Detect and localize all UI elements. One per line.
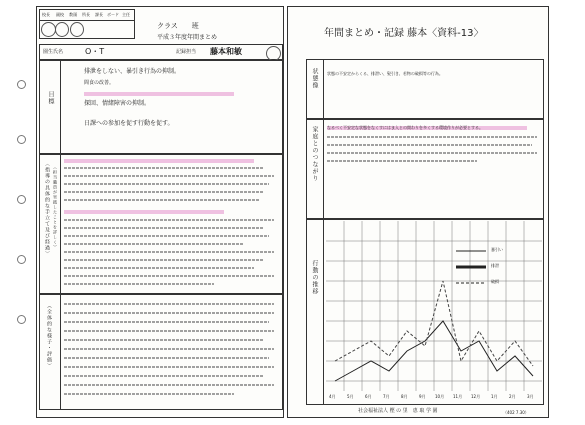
handwritten-line: [64, 375, 264, 377]
handwritten-line: [64, 312, 274, 314]
month-tick: 5月: [347, 394, 354, 399]
goal-label: 目標: [47, 91, 54, 105]
month-tick: 9月: [419, 394, 426, 399]
binder-hole: [17, 135, 26, 144]
staff-hanko: [266, 46, 281, 61]
goal-line: 間食の改善。: [84, 80, 115, 86]
handwritten-line: [327, 152, 537, 154]
behavior-chart-section: [306, 219, 544, 405]
staff-name: 藤本和敏: [210, 47, 242, 56]
handwritten-line: [327, 144, 532, 146]
goal-line: 日課への参加を促す行動を促す。: [84, 120, 174, 127]
class-line: クラス 班: [157, 22, 199, 30]
record-title: 年間まとめ・記録 藤本〈資料-13〉: [324, 28, 484, 39]
handwritten-line: [64, 167, 264, 169]
highlight-marker: [64, 210, 224, 214]
goal-line: 探回、情緒障害の抑制。: [84, 100, 151, 107]
handwritten-line: [64, 275, 274, 277]
handwritten-line: [64, 348, 274, 350]
stamp-label: ボード: [107, 12, 119, 17]
binder-hole: [17, 195, 26, 204]
handwritten-line: [64, 259, 264, 261]
left-page: [36, 6, 284, 418]
page-number: （402 7.30）: [503, 410, 529, 415]
tendency-section: [306, 59, 544, 119]
binder-hole: [17, 80, 26, 89]
tendency-text: 状態の不安定からくる、排泄い、髪引き、若物の破損等の行為。: [327, 71, 443, 76]
student-name: O・T: [85, 47, 105, 56]
handwritten-line: [64, 235, 269, 237]
handwritten-line: [64, 357, 269, 359]
approval-stamp-grid: [39, 9, 135, 39]
summary-section: [39, 294, 283, 410]
stamp-label: 課長: [95, 12, 103, 17]
handwritten-line: [64, 303, 274, 305]
month-tick: 4月: [329, 394, 336, 399]
handwritten-line: [64, 251, 274, 253]
goal-section: [39, 60, 283, 154]
handwritten-line: [64, 191, 264, 193]
hanko-stamp: [55, 22, 69, 37]
behavior-chart: [326, 221, 542, 403]
staff-label: 記録担当: [176, 49, 197, 55]
handwritten-line: [64, 175, 274, 177]
stamp-label: 主任: [122, 12, 130, 17]
guidance-label: 〈指導の具体的な手立て及び経過〉: [44, 161, 50, 257]
handwritten-line: [64, 366, 274, 368]
month-tick: 3月: [527, 394, 534, 399]
stamp-label: 校長: [42, 12, 50, 17]
guidance-section: [39, 154, 283, 294]
hanko-stamp: [70, 22, 84, 37]
hanko-stamp: [41, 22, 56, 37]
right-page: [287, 6, 549, 418]
handwritten-line: [64, 183, 269, 185]
handwritten-line: [64, 330, 274, 332]
legend-label: 排泄: [491, 263, 499, 268]
legend-label: 暴引い: [491, 247, 503, 252]
month-tick: 7月: [383, 394, 390, 399]
family-text: なるべく不安定な状態をなくすにはま入との関わりを多くする環境作りが必要とする。: [327, 125, 483, 130]
month-tick: 10月: [435, 394, 445, 399]
highlight-marker: [84, 92, 234, 96]
family-label: 家庭とのつながり: [311, 126, 318, 182]
stamp-label: 副校: [56, 12, 64, 17]
handwritten-line: [64, 393, 234, 395]
handwritten-line: [64, 219, 274, 221]
year-summary-title: 平成３年度年間まとめ: [157, 34, 218, 41]
month-tick: 6月: [365, 394, 372, 399]
summary-label: （全体的な様子・評価）: [46, 303, 52, 369]
chart-label: 行動の推移: [311, 260, 318, 295]
legend-label: 破損: [491, 279, 499, 284]
handwritten-line: [64, 243, 244, 245]
handwritten-line: [327, 160, 477, 162]
stamp-label: 所長: [82, 12, 90, 17]
handwritten-line: [327, 136, 537, 138]
highlight-marker: [64, 159, 254, 163]
footer-organization: 社会福祉法人 樫 の 里 恵 取 学 園: [358, 408, 438, 414]
handwritten-line: [64, 384, 274, 386]
binder-edge: [3, 60, 33, 340]
stamp-label: 教頭: [69, 12, 77, 17]
family-section: [306, 119, 544, 219]
month-tick: 11月: [453, 394, 463, 399]
handwritten-line: [64, 267, 254, 269]
month-tick: 1月: [491, 394, 498, 399]
handwritten-line: [64, 339, 264, 341]
student-name-label: 園生氏名: [43, 49, 64, 55]
goal-line: 排泄をしない、暴引き行為の抑制。: [84, 68, 181, 75]
binder-hole: [17, 255, 26, 264]
handwritten-line: [64, 199, 259, 201]
handwritten-line: [64, 283, 214, 285]
month-tick: 2月: [509, 394, 516, 399]
month-tick: 12月: [471, 394, 481, 399]
month-tick: 8月: [401, 394, 408, 399]
guidance-sublabel: （担当職員が実践したことを詳しく）: [53, 165, 58, 250]
name-row: [39, 44, 283, 60]
handwritten-line: [64, 227, 264, 229]
month-axis: [326, 392, 542, 404]
binder-hole: [17, 315, 26, 324]
handwritten-line: [64, 321, 269, 323]
tendency-label: 状態像: [311, 68, 318, 89]
